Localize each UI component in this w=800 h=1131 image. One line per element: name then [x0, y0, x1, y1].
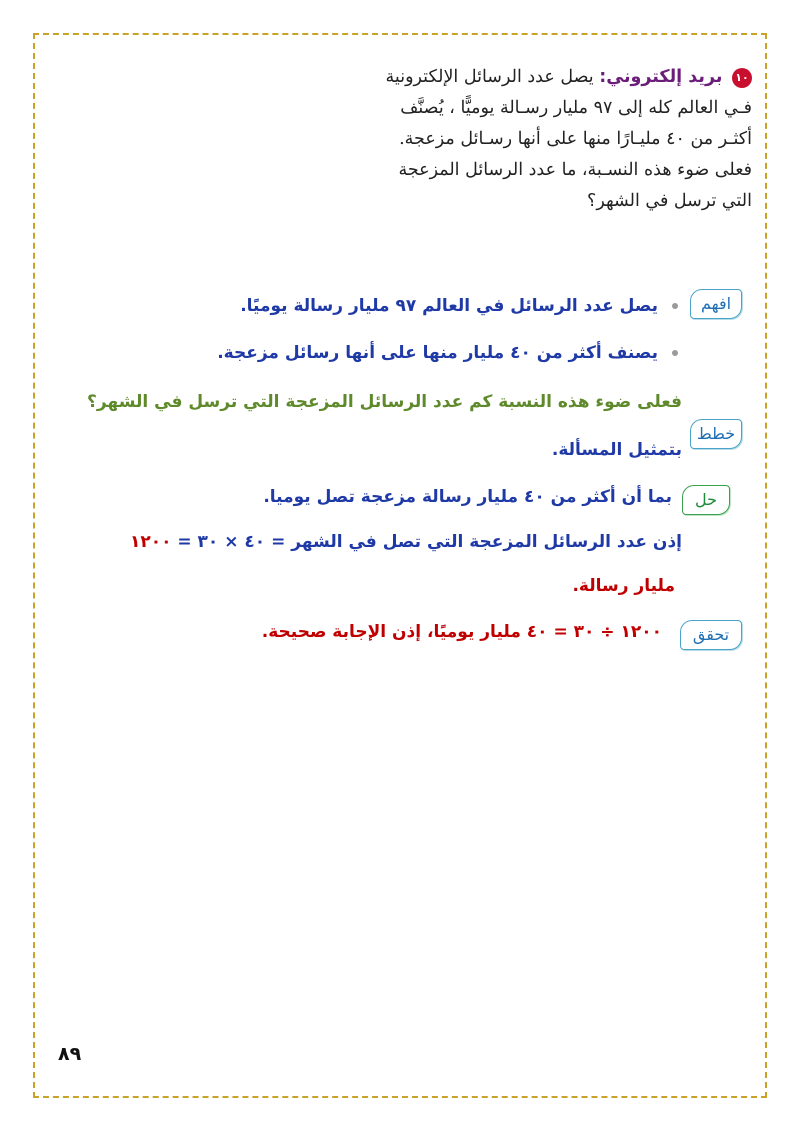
understand-bullet-2	[217, 343, 678, 363]
solve-line-3: مليار رسالة.	[572, 576, 675, 596]
problem-text	[292, 62, 752, 217]
problem-line: فعلى ضوء هذه النسـبة، ما عدد الرسائل المزعجة	[398, 160, 752, 180]
problem-line: يصل عدد الرسائل الإلكترونية	[385, 67, 594, 87]
solve-result: ١٢٠٠	[129, 532, 172, 552]
bullet-dot	[672, 303, 678, 309]
understand-question: فعلى ضوء هذه النسبة كم عدد الرسائل المزعجة التي ترسل في الشهر؟	[87, 392, 682, 412]
tag-check: تحقق	[680, 620, 742, 650]
plan-text: بتمثيل المسألة.	[551, 440, 682, 460]
tag-solve: حل	[682, 485, 730, 515]
tag-plan: خطط	[690, 419, 742, 449]
problem-line: أكثـر من ٤٠ مليـارًا منها على أنها رسـائل مزعجة.	[399, 129, 752, 149]
understand-bullet-1	[240, 296, 678, 316]
solve-line-1: بما أن أكثر من ٤٠ مليار رسالة مزعجة تصل يوميا.	[263, 487, 672, 507]
bullet-dot	[672, 350, 678, 356]
understand-bullet-1-text: يصل عدد الرسائل في العالم ٩٧ مليار رسالة يوميًا.	[240, 296, 658, 316]
tag-understand: افهم	[690, 289, 742, 319]
problem-line: فـي العالم كله إلى ٩٧ مليار رسـالة يوميًّا ، يُصنَّف	[400, 98, 752, 118]
problem-line: التي ترسل في الشهر؟	[587, 191, 752, 211]
solve-line-2-text: إذن عدد الرسائل المزعجة التي تصل في الشهر = ٤٠ × ٣٠ =	[177, 532, 682, 552]
problem-number-badge: ١٠	[732, 68, 752, 88]
check-text: ١٢٠٠ ÷ ٣٠ = ٤٠ مليار يوميًا، إذن الإجابة صحيحة.	[261, 622, 662, 642]
solve-line-2	[130, 532, 682, 552]
problem-title: بريد إلكتروني:	[599, 67, 723, 87]
page-number: ٨٩	[58, 1043, 82, 1065]
problem-line-1	[292, 62, 752, 93]
understand-bullet-2-text: يصنف أكثر من ٤٠ مليار منها على أنها رسائل مزعجة.	[217, 343, 658, 363]
